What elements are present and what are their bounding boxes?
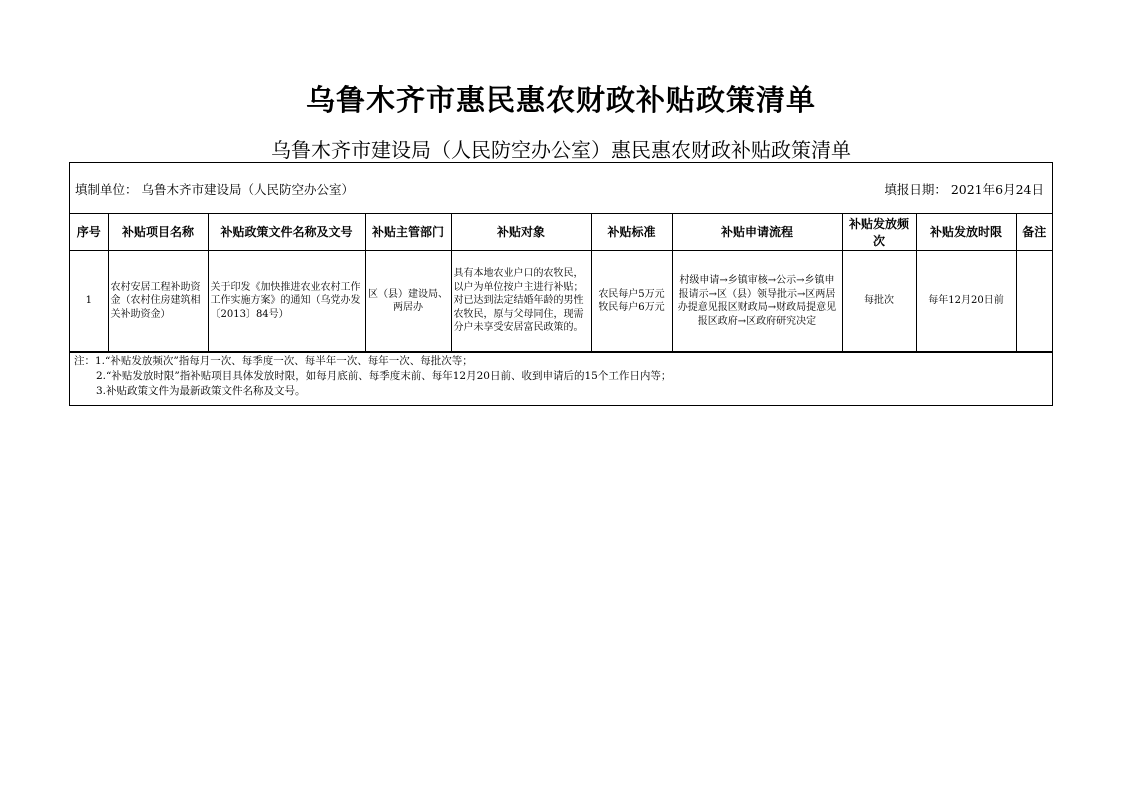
subsidy-table xyxy=(70,213,1052,352)
cell-no: 1 xyxy=(70,251,108,352)
header-frequency: 补贴发放频次 xyxy=(842,213,916,251)
header-process: 补贴申请流程 xyxy=(672,213,842,251)
notes xyxy=(70,352,1052,406)
cell-target: 具有本地农业户口的农牧民，以户为单位按户主进行补贴；对已达到法定结婚年龄的男性农牧民，原与父母同住，现需分户未享受安居富民政策的。 xyxy=(451,251,591,352)
cell-process: 村级申请→乡镇审核→公示→乡镇申报请示→区（县）领导批示→区两居办提意见报区财政局→财政局提意见报区政府→区政府研究决定 xyxy=(672,251,842,352)
cell-department: 区（县）建设局、两居办 xyxy=(365,251,451,352)
note-2: 2.“补贴发放时限”指补贴项目具体发放时限，如每月底前、每季度末前、每年12月20日前、收到申请后的15个工作日内等； xyxy=(96,370,672,382)
header-project: 补贴项目名称 xyxy=(108,213,208,251)
page-title: 乌鲁木齐市惠民惠农财政补贴政策清单 xyxy=(305,83,816,117)
cell-deadline: 每年12月20日前 xyxy=(916,251,1016,352)
cell-remark xyxy=(1016,251,1052,352)
cell-frequency: 每批次 xyxy=(842,251,916,352)
cell-project: 农村安居工程补助资金（农村住房建筑相关补助资金） xyxy=(108,251,208,352)
note-1: 注：1.“补贴发放频次”指每月一次、每季度一次、每半年一次、每年一次、每批次等； xyxy=(74,355,473,367)
table-row xyxy=(70,251,1052,352)
page-subtitle: 乌鲁木齐市建设局（人民防空办公室）惠民惠农财政补贴政策清单 xyxy=(271,138,851,162)
header-standard: 补贴标准 xyxy=(591,213,672,251)
cell-standard: 农民每户5万元牧民每户6万元 xyxy=(591,251,672,352)
info-row xyxy=(70,163,1052,214)
header-no: 序号 xyxy=(70,213,108,251)
table-header-row xyxy=(70,213,1052,251)
header-target: 补贴对象 xyxy=(451,213,591,251)
header-department: 补贴主管部门 xyxy=(365,213,451,251)
cell-policy: 关于印发《加快推进农业农村工作工作实施方案》的通知（乌党办发〔2013〕84号） xyxy=(208,251,365,352)
header-deadline: 补贴发放时限 xyxy=(916,213,1016,251)
header-policy: 补贴政策文件名称及文号 xyxy=(208,213,365,251)
header-remark: 备注 xyxy=(1016,213,1052,251)
policy-sheet xyxy=(69,162,1053,406)
filling-date: 填报日期： 2021年6月24日 xyxy=(884,182,1044,197)
note-3: 3.补贴政策文件为最新政策文件名称及文号。 xyxy=(96,385,306,397)
filling-unit: 填制单位： 乌鲁木齐市建设局（人民防空办公室） xyxy=(75,182,354,197)
